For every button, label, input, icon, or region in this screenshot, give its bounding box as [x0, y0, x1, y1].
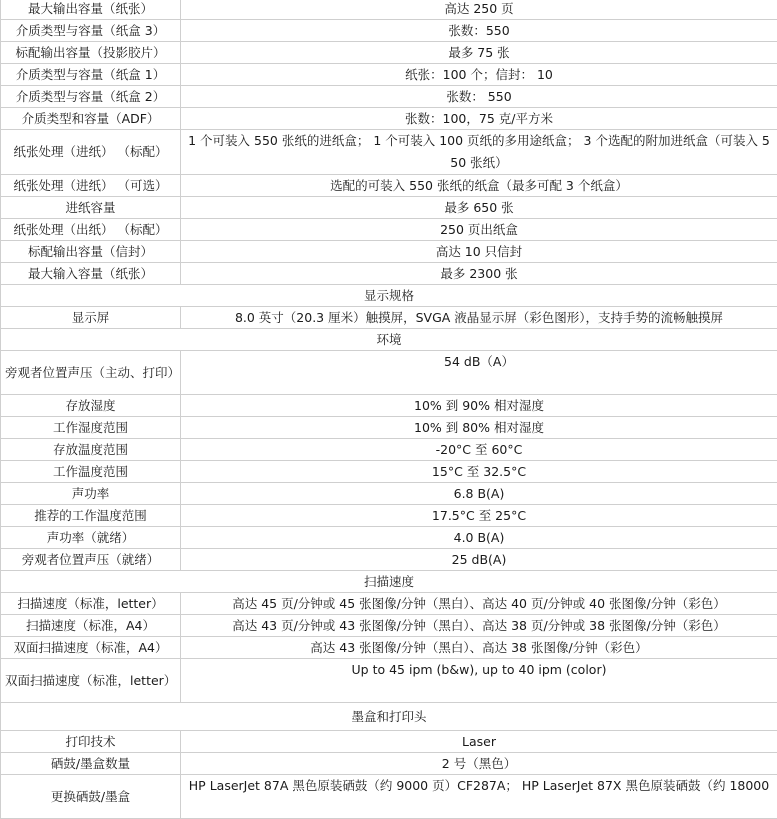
spec-row: [1, 483, 777, 505]
spec-row: [1, 263, 777, 285]
spec-label: 介质类型与容量（纸盒 3）: [1, 20, 181, 42]
section-header-row: [1, 571, 777, 593]
spec-value: 最多 650 张: [181, 197, 777, 219]
spec-row: [1, 527, 777, 549]
spec-label: 扫描速度（标准，A4）: [1, 615, 181, 637]
spec-label: 硒鼓/墨盒数量: [1, 753, 181, 775]
spec-row: [1, 461, 777, 483]
spec-row: [1, 130, 777, 175]
spec-row: [1, 241, 777, 263]
spec-value: 6.8 B(A): [181, 483, 777, 505]
spec-value: Laser: [181, 731, 777, 753]
section-header-row: [1, 703, 777, 731]
section-title: 扫描速度: [1, 571, 777, 593]
spec-label: 进纸容量: [1, 197, 181, 219]
spec-table-body: [1, 0, 777, 819]
spec-row: [1, 219, 777, 241]
spec-value: 10% 到 80% 相对湿度: [181, 417, 777, 439]
spec-label: 介质类型和容量（ADF）: [1, 108, 181, 130]
spec-label: 工作温度范围: [1, 461, 181, 483]
spec-value: 高达 43 页/分钟或 43 张图像/分钟（黑白）、高达 38 页/分钟或 38 张图像/分钟（彩色）: [181, 615, 777, 637]
spec-value: 高达 10 只信封: [181, 241, 777, 263]
spec-label: 打印技术: [1, 731, 181, 753]
spec-value: 1 个可装入 550 张纸的进纸盒； 1 个可装入 100 页纸的多用途纸盒； 3 个选配的附加进纸盒（可装入 550 张纸）: [181, 130, 777, 175]
spec-value: 4.0 B(A): [181, 527, 777, 549]
spec-value: 250 页出纸盒: [181, 219, 777, 241]
spec-row: [1, 417, 777, 439]
section-title: 环境: [1, 329, 777, 351]
spec-value: 选配的可装入 550 张纸的纸盒（最多可配 3 个纸盒）: [181, 175, 777, 197]
spec-label: 双面扫描速度（标准，letter）: [1, 659, 181, 703]
spec-row: [1, 615, 777, 637]
section-header-row: [1, 285, 777, 307]
spec-row: [1, 42, 777, 64]
spec-label: 介质类型与容量（纸盒 2）: [1, 86, 181, 108]
spec-label: 声功率（就绪）: [1, 527, 181, 549]
spec-value: 10% 到 90% 相对湿度: [181, 395, 777, 417]
spec-row: [1, 731, 777, 753]
spec-label: 推荐的工作温度范围: [1, 505, 181, 527]
spec-row: [1, 108, 777, 130]
spec-row: [1, 637, 777, 659]
spec-label: 更换硒鼓/墨盒: [1, 775, 181, 819]
spec-value: 2 号（黑色）: [181, 753, 777, 775]
spec-row: [1, 351, 777, 395]
spec-value: 高达 250 页: [181, 0, 777, 20]
spec-value: 高达 45 页/分钟或 45 张图像/分钟（黑白）、高达 40 页/分钟或 40 张图像/分钟（彩色）: [181, 593, 777, 615]
spec-row: [1, 775, 777, 819]
spec-label: 声功率: [1, 483, 181, 505]
spec-value: 高达 43 张图像/分钟（黑白）、高达 38 张图像/分钟（彩色）: [181, 637, 777, 659]
spec-label: 存放湿度: [1, 395, 181, 417]
spec-label: 标配输出容量（投影胶片）: [1, 42, 181, 64]
spec-value: 张数： 550: [181, 86, 777, 108]
spec-label: 旁观者位置声压（主动、打印）: [1, 351, 181, 395]
spec-label: 标配输出容量（信封）: [1, 241, 181, 263]
spec-row: [1, 549, 777, 571]
spec-row: [1, 86, 777, 108]
spec-row: [1, 505, 777, 527]
spec-label: 旁观者位置声压（就绪）: [1, 549, 181, 571]
spec-label: 最大输出容量（纸张）: [1, 0, 181, 20]
spec-row: [1, 197, 777, 219]
spec-row: [1, 753, 777, 775]
spec-row: [1, 593, 777, 615]
spec-label: 纸张处理（进纸） （标配）: [1, 130, 181, 175]
spec-value: 张数：550: [181, 20, 777, 42]
spec-value: 17.5°C 至 25°C: [181, 505, 777, 527]
spec-label: 扫描速度（标准，letter）: [1, 593, 181, 615]
spec-value: 最多 2300 张: [181, 263, 777, 285]
spec-label: 介质类型与容量（纸盒 1）: [1, 64, 181, 86]
spec-label: 双面扫描速度（标准，A4）: [1, 637, 181, 659]
spec-value: 纸张：100 个；信封： 10: [181, 64, 777, 86]
spec-value: 8.0 英寸（20.3 厘米）触摸屏，SVGA 液晶显示屏（彩色图形），支持手势的流畅触摸屏: [181, 307, 777, 329]
spec-label: 显示屏: [1, 307, 181, 329]
spec-value: 54 dB（A）: [181, 351, 777, 395]
spec-value: HP LaserJet 87A 黑色原装硒鼓（约 9000 页）CF287A； HP LaserJet 87X 黑色原装硒鼓（约 18000: [181, 775, 777, 819]
spec-label: 存放温度范围: [1, 439, 181, 461]
spec-row: [1, 0, 777, 20]
spec-row: [1, 307, 777, 329]
spec-row: [1, 659, 777, 703]
spec-row: [1, 395, 777, 417]
spec-label: 纸张处理（出纸） （标配）: [1, 219, 181, 241]
spec-value: 最多 75 张: [181, 42, 777, 64]
spec-label: 工作湿度范围: [1, 417, 181, 439]
section-header-row: [1, 329, 777, 351]
spec-row: [1, 175, 777, 197]
spec-value: -20°C 至 60°C: [181, 439, 777, 461]
spec-value: 15°C 至 32.5°C: [181, 461, 777, 483]
section-title: 墨盒和打印头: [1, 703, 777, 731]
spec-label: 最大输入容量（纸张）: [1, 263, 181, 285]
spec-value: Up to 45 ipm (b&w), up to 40 ipm (color): [181, 659, 777, 703]
spec-value: 25 dB(A): [181, 549, 777, 571]
spec-row: [1, 439, 777, 461]
spec-row: [1, 64, 777, 86]
spec-row: [1, 20, 777, 42]
spec-label: 纸张处理（进纸） （可选）: [1, 175, 181, 197]
spec-value: 张数：100，75 克/平方米: [181, 108, 777, 130]
section-title: 显示规格: [1, 285, 777, 307]
